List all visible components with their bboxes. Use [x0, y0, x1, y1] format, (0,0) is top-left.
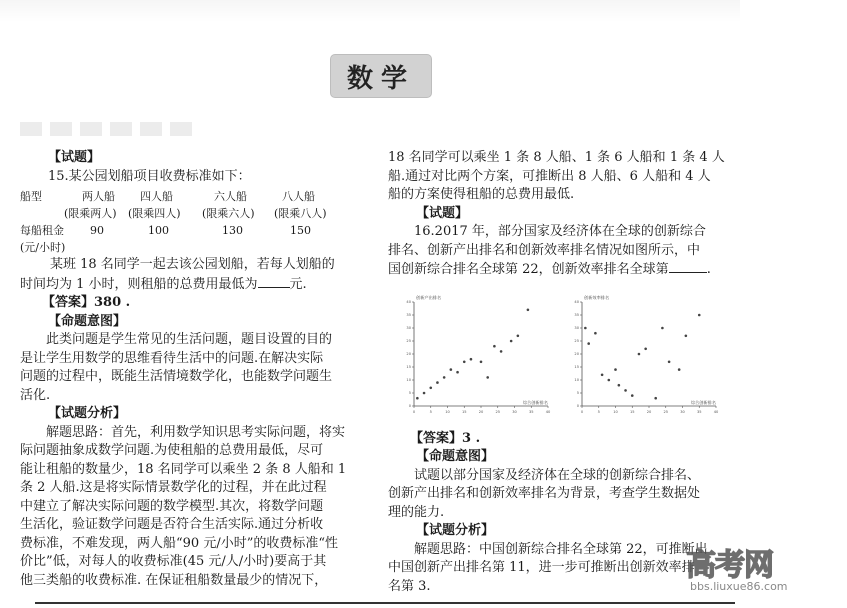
data-point	[584, 327, 587, 330]
x-tick-label: 5	[429, 410, 432, 414]
x-tick-label: 30	[512, 410, 517, 414]
fee-head-cell: 四人船	[140, 190, 173, 203]
x-axis-label: 综合创新排名	[522, 400, 548, 405]
data-point	[601, 374, 604, 377]
intent-line: 此类问题是学生常见的生活问题，题目设置的目的	[46, 332, 333, 347]
scatter-plots	[402, 290, 732, 422]
analysis-line: 价比”低，对每人的收费标准(45 元/人/小时)要高于其	[20, 554, 327, 569]
data-point	[500, 350, 503, 353]
fee-rent-unit: (元/小时)	[20, 241, 66, 254]
scatter-plot-output	[402, 290, 562, 422]
data-point	[678, 368, 681, 371]
subject-title-box	[330, 54, 432, 98]
bottom-rule	[35, 602, 735, 604]
question-label: 【试题】	[48, 150, 101, 165]
data-point	[493, 345, 496, 348]
watermark-text: 高考网	[686, 548, 773, 583]
question-text-line: 排名、创新产出排名和创新效率排名情况如图所示，中	[388, 242, 701, 258]
x-tick-label: 35	[696, 410, 702, 414]
scatter-chart-efficiency	[570, 290, 730, 422]
answer-line: 【答案】3 .	[410, 430, 481, 446]
analysis-line: 条 2 人船.这是将实际情景数学化的过程，并在此过程	[20, 480, 327, 495]
intent-label: 【命题意图】	[416, 449, 495, 464]
analysis-line: 费标准，不难发现，两人船“90 元/小时”的收费标准“性	[20, 535, 338, 551]
data-point	[594, 332, 597, 335]
y-tick-label: 5	[408, 391, 411, 396]
data-point	[698, 314, 701, 317]
y-tick-label: 40	[406, 300, 411, 305]
x-tick-label: 40	[713, 410, 719, 414]
fee-table	[20, 188, 375, 256]
intent-line: 活化.	[20, 387, 51, 403]
analysis-line: 中建立了解决实际问题的数学模型.其次，将数学问题	[20, 498, 324, 514]
data-point	[644, 348, 647, 351]
x-tick-label: 40	[545, 410, 551, 414]
x-tick-label: 30	[680, 410, 685, 414]
solution-line: 船的方案使得租船的总费用最低.	[388, 187, 575, 202]
y-tick-label: 0	[576, 404, 579, 409]
y-axis-label: 创新效率排名	[584, 295, 610, 300]
intent-line: 理的能力.	[388, 504, 445, 520]
analysis-line: 生活化，验证数学问题是否符合生活实际.通过分析收	[20, 517, 324, 532]
data-point	[480, 361, 483, 364]
question-text-line: 某班 18 名同学一起去该公园划船，若每人划船的	[50, 257, 335, 272]
question-text-segment: .	[706, 262, 711, 277]
data-point	[517, 335, 520, 338]
y-tick-label: 40	[574, 300, 579, 305]
question-intro: 15.某公园划船项目收费标准如下：	[48, 168, 251, 184]
x-tick-label: 15	[629, 410, 635, 414]
data-point	[638, 353, 641, 356]
fee-table-rents	[20, 222, 375, 239]
fee-head-cell: 船型	[20, 190, 42, 203]
x-axis-label: 综合创新排名	[690, 400, 716, 405]
solution-line: 船.通过对比两个方案，可推断出 8 人船、6 人船和 4 人	[388, 168, 711, 184]
data-point	[631, 394, 634, 397]
y-tick-label: 20	[574, 352, 579, 357]
x-tick-label: 25	[663, 410, 669, 414]
intent-line: 试题以部分国家及经济体在全球的创新综合排名、	[414, 467, 701, 483]
data-point	[470, 358, 473, 361]
data-point	[608, 379, 611, 382]
scatter-chart-output	[402, 290, 562, 422]
y-tick-label: 35	[574, 313, 579, 318]
fee-limit-cell: (限乘四人)	[128, 207, 181, 220]
y-tick-label: 30	[574, 326, 579, 331]
left-column	[20, 149, 375, 590]
x-tick-label: 0	[580, 410, 584, 414]
analysis-line: 解题思路：首先，利用数学知识思考实际问题，将实	[46, 424, 346, 440]
data-point	[614, 368, 617, 371]
question-text-line: 16.2017 年，部分国家及经济体在全球的创新综合	[414, 224, 706, 239]
data-point	[654, 397, 657, 400]
data-point	[443, 376, 446, 379]
data-point	[661, 327, 664, 330]
answer-line: 【答案】380 .	[42, 295, 131, 310]
x-tick-label: 25	[495, 410, 501, 414]
y-tick-label: 35	[406, 313, 411, 318]
data-point	[618, 384, 621, 387]
data-point	[668, 361, 671, 364]
watermark-url: bbs.liuxue86.com	[690, 580, 788, 593]
data-point	[456, 371, 459, 374]
fee-limit-cell: (限乘两人)	[64, 207, 117, 220]
answer-blank	[669, 260, 707, 273]
fee-rent-label: 每船租金	[20, 224, 64, 237]
y-axis-label: 创新产出排名	[416, 295, 442, 300]
data-point	[685, 335, 688, 338]
fee-limit-cell: (限乘六人)	[202, 207, 255, 220]
x-tick-label: 15	[461, 410, 467, 414]
question-text-line	[20, 275, 375, 295]
question-label: 【试题】	[416, 205, 469, 221]
y-tick-label: 5	[576, 391, 579, 396]
intent-line: 问题的过程中，既能生活情境数学化，也能数学问题生	[20, 369, 333, 384]
x-tick-label: 0	[412, 410, 416, 414]
fee-head-cell: 六人船	[214, 190, 247, 203]
x-tick-label: 20	[478, 410, 484, 414]
y-tick-label: 10	[574, 378, 579, 383]
intent-label: 【命题意图】	[48, 313, 127, 329]
fee-table-limits	[20, 205, 375, 222]
data-point	[429, 387, 432, 390]
y-tick-label: 20	[406, 352, 411, 357]
scatter-plot-efficiency	[570, 290, 730, 422]
data-point	[527, 309, 530, 312]
data-point	[463, 361, 466, 364]
analysis-label: 【试题分析】	[416, 523, 495, 538]
x-tick-label: 5	[597, 410, 600, 414]
data-point	[587, 342, 590, 345]
analysis-line: 际问题抽象成数学问题.为使租船的总费用最低，尽可	[20, 443, 324, 458]
data-point	[416, 397, 419, 400]
analysis-line: 中国创新产出排名第 11，进一步可推断出创新效率排	[388, 560, 695, 575]
intent-line: 创新产出排名和创新效率排名为背景，考查学生数据处	[388, 486, 701, 501]
fee-limit-cell: (限乘八人)	[274, 207, 327, 220]
fee-table-head	[20, 188, 375, 205]
y-tick-label: 30	[406, 326, 411, 331]
data-point	[486, 376, 489, 379]
solution-line: 18 名同学可以乘坐 1 条 8 人船、1 条 6 人船和 1 条 4 人	[388, 150, 725, 165]
watermark	[686, 540, 847, 602]
data-point	[423, 392, 426, 395]
analysis-line: 他三类船的收费标准. 在保证租船数量最少的情况下，	[20, 572, 328, 588]
x-tick-label: 35	[528, 410, 534, 414]
data-point	[450, 368, 453, 371]
fee-rent-cell: 90	[90, 224, 104, 237]
intent-line: 是让学生用数学的思维看待生活中的问题.在解决实际	[20, 350, 324, 366]
scan-smudge	[20, 122, 200, 136]
data-point	[510, 340, 513, 343]
fee-head-cell: 两人船	[82, 190, 115, 203]
answer-blank	[258, 275, 290, 288]
y-tick-label: 25	[574, 339, 579, 344]
fee-rent-cell: 100	[148, 224, 169, 237]
data-point	[436, 381, 439, 384]
y-tick-label: 15	[406, 365, 411, 370]
analysis-label: 【试题分析】	[48, 406, 127, 421]
analysis-line: 名第 3.	[388, 578, 431, 594]
data-point	[624, 389, 627, 392]
y-tick-label: 15	[574, 365, 579, 370]
page-title: 数学	[346, 63, 415, 94]
x-tick-label: 20	[646, 410, 652, 414]
analysis-line: 解题思路：中国创新综合排名全球第 22，可推断出	[414, 541, 708, 557]
fee-head-cell: 八人船	[282, 190, 315, 203]
y-tick-label: 10	[406, 378, 411, 383]
question-text-line	[388, 260, 740, 280]
fee-rent-cell: 150	[290, 224, 311, 237]
y-tick-label: 0	[408, 404, 411, 409]
fee-rent-cell: 130	[222, 224, 243, 237]
question-text-segment: 国创新综合排名全球第 22，创新效率排名全球第	[388, 262, 669, 277]
y-tick-label: 25	[406, 339, 411, 344]
x-tick-label: 10	[445, 410, 450, 414]
analysis-line: 能让租船的数量少，18 名同学可以乘坐 2 条 8 人船和 1	[20, 461, 347, 477]
scan-top-band	[0, 0, 740, 22]
question-text-segment: 元.	[289, 276, 307, 292]
fee-table-unit	[20, 239, 375, 256]
question-text-segment: 时间均为 1 小时，则租船的总费用最低为	[20, 276, 258, 292]
x-tick-label: 10	[613, 410, 618, 414]
